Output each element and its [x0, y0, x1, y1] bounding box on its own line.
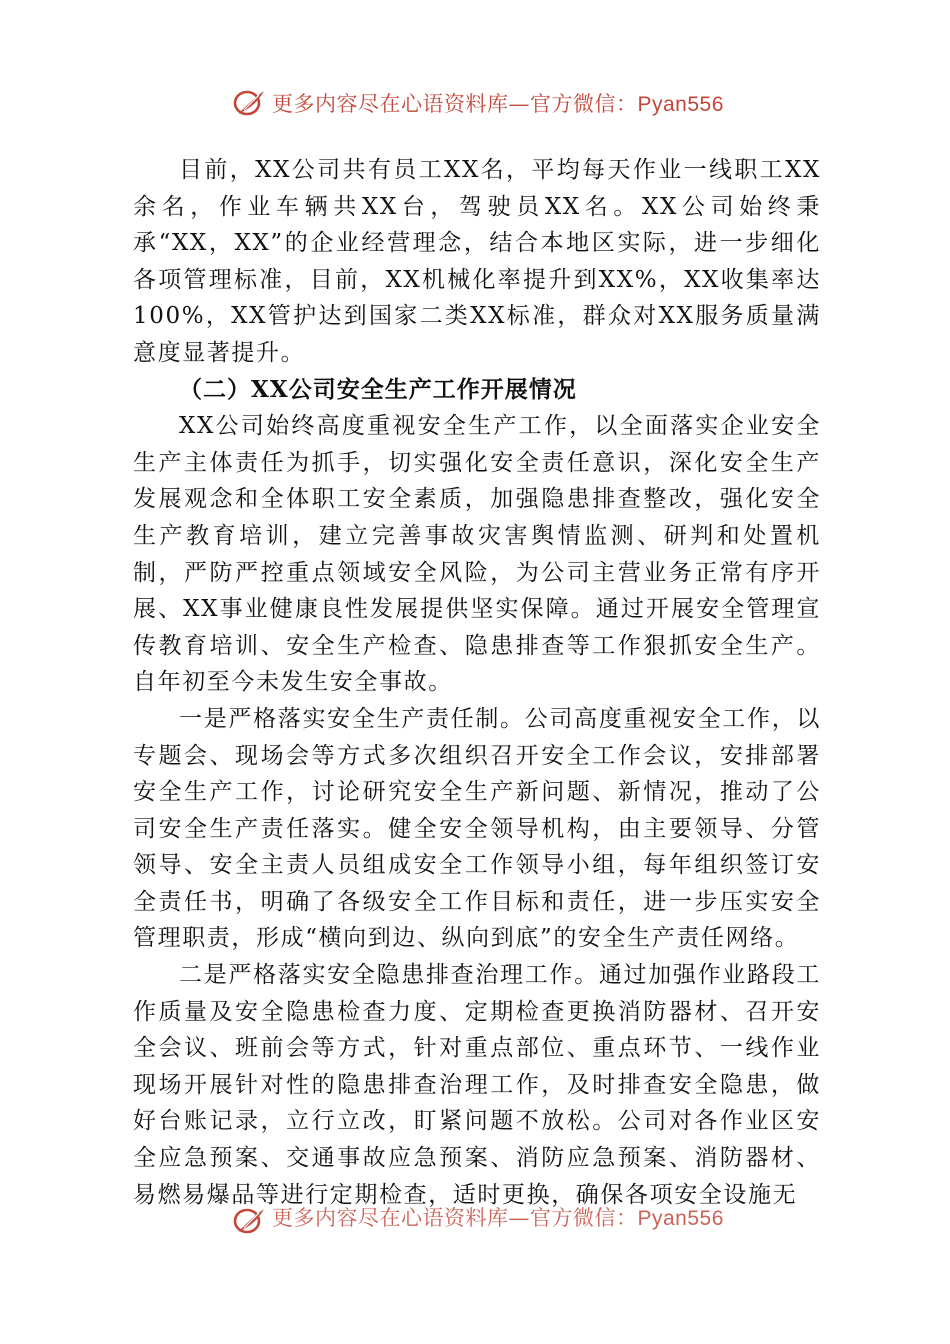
section-heading: （二）XX公司安全生产工作开展情况	[179, 375, 577, 403]
watermark-text-bottom	[272, 1204, 724, 1233]
feather-pen-logo-icon	[232, 88, 266, 118]
watermark-label-bottom: 更多内容尽在心语资料库—官方微信：	[272, 1206, 638, 1230]
watermark-label: 更多内容尽在心语资料库—官方微信：	[272, 92, 638, 116]
paragraph-safety-overview: XX公司始终高度重视安全生产工作，以全面落实企业安全生产主体责任为抓手，切实强化安全责任意识，深化安全生产发展观念和全体职工安全素质，加强隐患排查整改，强化安全生产教育培训，建立完善事故灾害舆情监测、研判和处置机制，严防严控重点领域安全风险，为公司主营业务正常有序开展、XX事业健康良性发展提供坚实保障。通过开展安全管理宣传教育培训、安全生产检查、隐患排查等工作狠抓安全生产。自年初至今未发生安全事故。	[133, 413, 821, 696]
feather-pen-logo-icon	[232, 1206, 266, 1234]
paragraph-responsibility: 一是严格落实安全生产责任制。公司高度重视安全工作，以专题会、现场会等方式多次组织召开安全工作会议，安排部署安全生产工作，讨论研究安全生产新问题、新情况，推动了公司安全生产责任落实。健全安全领导机构，由主要领导、分管领导、安全主责人员组成安全工作领导小组，每年组织签订安全责任书，明确了各级安全工作目标和责任，进一步压实安全管理职责，形成“横向到边、纵向到底”的安全生产责任网络。	[133, 705, 821, 952]
watermark-text	[272, 90, 724, 119]
watermark-banner-bottom	[0, 1204, 950, 1234]
paragraph-company-overview: 目前，XX公司共有员工XX名，平均每天作业一线职工XX余名，作业车辆共XX台，驾驶员XX名。XX公司始终秉承“XX，XX”的企业经营理念，结合本地区实际，进一步细化各项管理标准，目前，XX机械化率提升到XX%，XX收集率达100%，XX管护达到国家二类XX标准，群众对XX服务质量满意度显著提升。	[133, 157, 821, 366]
watermark-banner-top	[0, 84, 950, 124]
wechat-id: Pyan556	[637, 93, 724, 116]
document-body	[133, 152, 821, 1213]
paragraph-hazard-inspection: 二是严格落实安全隐患排查治理工作。通过加强作业路段工作质量及安全隐患检查力度、定期检查更换消防器材、召开安全会议、班前会等方式，针对重点部位、重点环节、一线作业现场开展针对性的隐患排查治理工作，及时排查安全隐患，做好台账记录，立行立改，盯紧问题不放松。公司对各作业区安全应急预案、交通事故应急预案、消防应急预案、消防器材、易燃易爆品等进行定期检查，适时更换，确保各项安全设施无	[133, 962, 821, 1208]
wechat-id-bottom: Pyan556	[637, 1207, 724, 1230]
